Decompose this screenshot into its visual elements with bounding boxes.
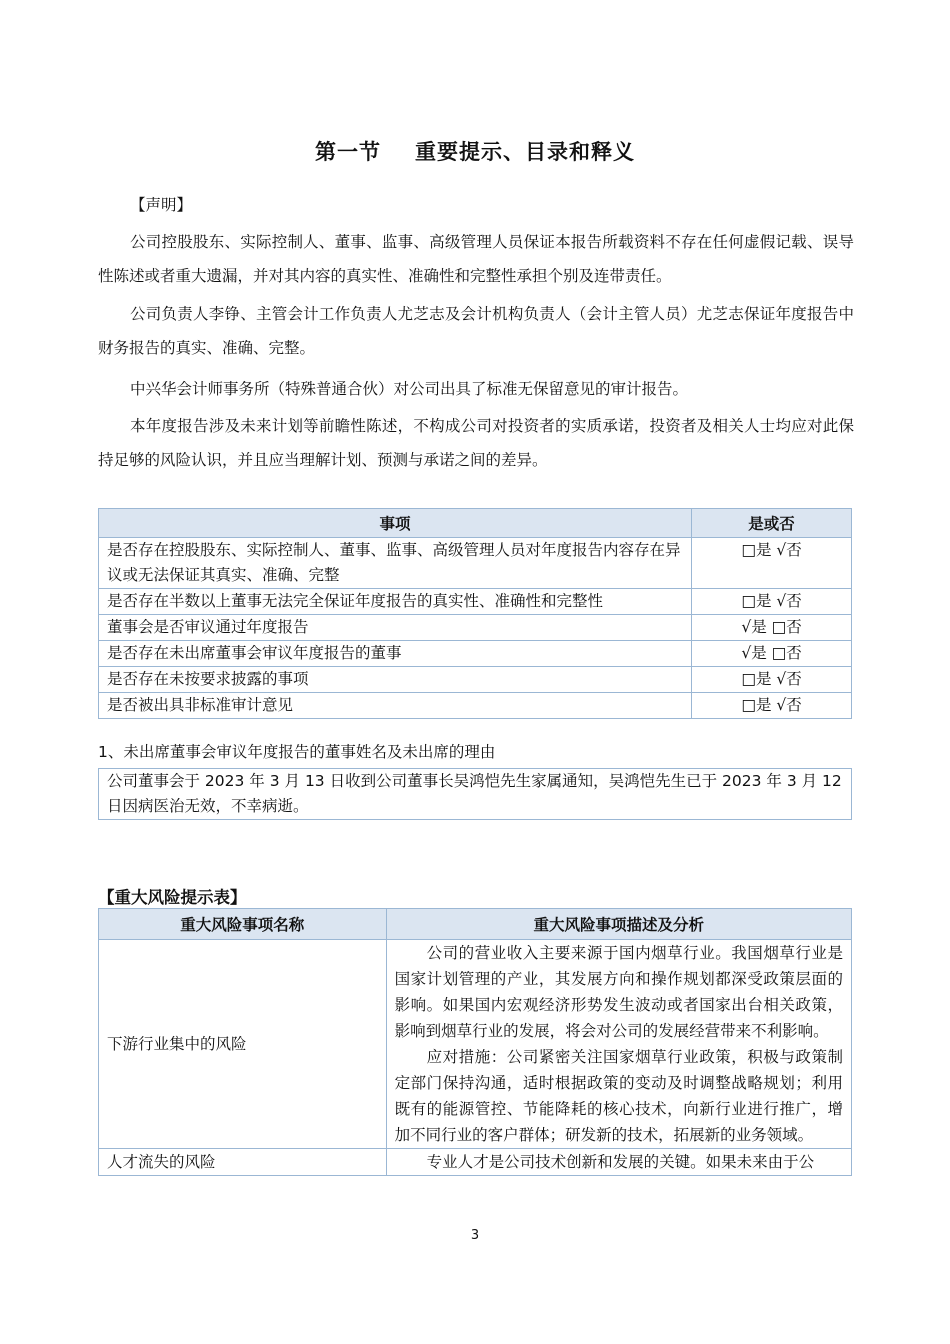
page-number: 3 [470,1228,480,1243]
table-row [99,769,852,820]
risk-desc [386,940,851,1149]
section-title [0,136,950,166]
table-row [99,615,852,641]
item-cell: 是否存在未按要求披露的事项 [99,667,692,693]
table-header-row [99,909,852,940]
table-row [99,940,852,1149]
absent-director-reason-table [98,768,852,820]
absent-director-reason: 公司董事会于 2023 年 3 月 13 日收到公司董事长吴鸿恺先生家属通知，吴鸿恺先生已于 2023 年 3 月 12 日因病医治无效，不幸病逝。 [99,769,852,820]
risk-desc-paragraph: 专业人才是公司技术创新和发展的关键。如果未来由于公 [426,1153,815,1171]
answer-cell: √是 □否 [692,641,852,667]
paragraph-2: 公司负责人李铮、主管会计工作负责人尤芝志及会计机构负责人（会计主管人员）尤芝志保证年度报告中财务报告的真实、准确、完整。 [98,305,854,357]
risk-desc-paragraph: 公司的营业收入主要来源于国内烟草行业。我国烟草行业是国家计划管理的产业，其发展方向和操作规划都深受政策层面的影响。如果国内宏观经济形势发生波动或者国家出台相关政策，影响到烟草行业的发展，将会对公司的发展经营带来不利影响。 [394,944,843,1040]
risk-table-title: 【重大风险提示表】 [98,888,247,907]
item-cell: 是否存在控股股东、实际控制人、董事、监事、高级管理人员对年度报告内容存在异议或无法保证其真实、准确、完整 [99,538,692,589]
table-row [99,693,852,719]
header-item: 事项 [99,509,692,538]
table-row [99,538,852,589]
absent-director-label: 1、未出席董事会审议年度报告的董事姓名及未出席的理由 [98,743,496,761]
section-number: 第一节 [315,140,381,164]
answer-cell: □是 √否 [692,589,852,615]
risk-table [98,908,852,1176]
paragraph-1: 公司控股股东、实际控制人、董事、监事、高级管理人员保证本报告所载资料不存在任何虚假记载、误导性陈述或者重大遗漏，并对其内容的真实性、准确性和完整性承担个别及连带责任。 [98,233,854,285]
answer-cell: □是 √否 [692,667,852,693]
table-row [99,667,852,693]
answer-cell: □是 √否 [692,693,852,719]
table-row [99,641,852,667]
paragraph-3: 中兴华会计师事务所（特殊普通合伙）对公司出具了标准无保留意见的审计报告。 [130,380,689,398]
table-header-row [99,509,852,538]
table-row [99,1149,852,1176]
item-cell: 是否存在未出席董事会审议年度报告的董事 [99,641,692,667]
risk-desc [386,1149,851,1176]
header-answer: 是或否 [692,509,852,538]
item-cell: 是否存在半数以上董事无法完全保证年度报告的真实性、准确性和完整性 [99,589,692,615]
section-heading: 重要提示、目录和释义 [415,140,635,164]
header-risk-name: 重大风险事项名称 [99,909,387,940]
statement-label: 【声明】 [130,196,193,214]
risk-name: 下游行业集中的风险 [99,940,387,1149]
item-cell: 是否被出具非标准审计意见 [99,693,692,719]
answer-cell: □是 √否 [692,538,852,589]
risk-desc-paragraph: 应对措施：公司紧密关注国家烟草行业政策，积极与政策制定部门保持沟通，适时根据政策的变动及时调整战略规划；利用既有的能源管控、节能降耗的核心技术，向新行业进行推广，增加不同行业的客户群体；研发新的技术，拓展新的业务领域。 [394,1048,843,1144]
item-cell: 董事会是否审议通过年度报告 [99,615,692,641]
paragraph-4: 本年度报告涉及未来计划等前瞻性陈述，不构成公司对投资者的实质承诺，投资者及相关人士均应对此保持足够的风险认识，并且应当理解计划、预测与承诺之间的差异。 [98,417,854,469]
table-row [99,589,852,615]
header-risk-desc: 重大风险事项描述及分析 [386,909,851,940]
items-table [98,508,852,719]
answer-cell: √是 □否 [692,615,852,641]
risk-name: 人才流失的风险 [99,1149,387,1176]
